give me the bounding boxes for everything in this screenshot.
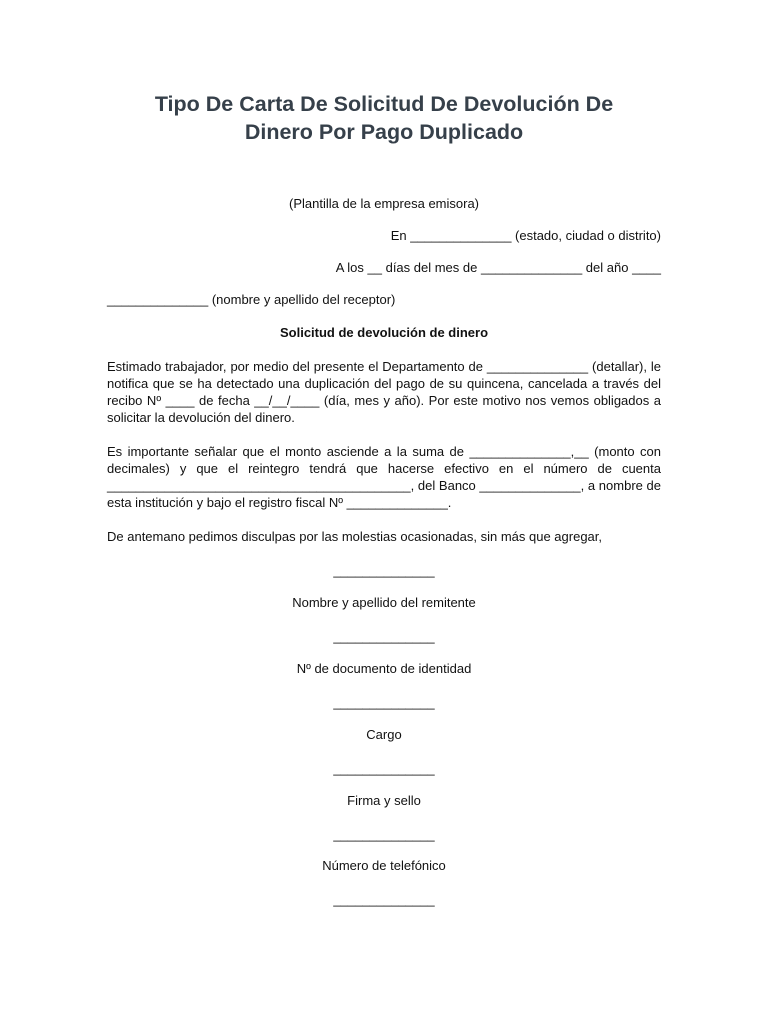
body-paragraph-2: Es importante señalar que el monto asciende a la suma de ______________,__ (monto con decimales) y que el reintegro tendrá que hacerse efectivo en el número de cuenta __________________________________________, del Banco ______________, a nombre de esta institución y bajo el registro fiscal Nº ______________. xyxy=(107,444,661,510)
title-line-2: Dinero Por Pago Duplicado xyxy=(244,120,524,144)
signature-blank-6: ______________ xyxy=(333,892,435,907)
template-note: (Plantilla de la empresa emisora) xyxy=(288,196,480,211)
field-id-document: Nº de documento de identidad xyxy=(296,661,472,676)
date-line: A los __ días del mes de ______________ del año ____ xyxy=(335,260,661,275)
closing-line: De antemano pedimos disculpas por las molestias ocasionadas, sin más que agregar, xyxy=(107,529,602,544)
document-title xyxy=(80,90,688,146)
subject-heading: Solicitud de devolución de dinero xyxy=(279,325,489,340)
signature-blank-3: ______________ xyxy=(333,695,435,710)
field-sender-name: Nombre y apellido del remitente xyxy=(292,595,476,610)
field-position: Cargo xyxy=(366,727,402,742)
location-line: En ______________ (estado, ciudad o distrito) xyxy=(390,228,661,243)
field-phone-number: Número de telefónico xyxy=(322,858,446,873)
field-signature-stamp: Firma y sello xyxy=(347,793,421,808)
title-line-1: Tipo De Carta De Solicitud De Devolución De xyxy=(154,92,614,116)
signature-blank-4: ______________ xyxy=(333,761,435,776)
signature-blank-2: ______________ xyxy=(333,629,435,644)
body-paragraph-1: Estimado trabajador, por medio del presente el Departamento de ______________ (detallar), le notifica que se ha detectado una duplicación del pago de su quincena, cancelada a través del recibo Nº ____ de fecha __/__/____ (día, mes y año). Por este motivo nos vemos obligados a solicitar la devolución del dinero. xyxy=(107,359,661,425)
receiver-line: ______________ (nombre y apellido del receptor) xyxy=(107,292,396,307)
signature-blank-1: ______________ xyxy=(333,563,435,578)
signature-blank-5: ______________ xyxy=(333,827,435,842)
